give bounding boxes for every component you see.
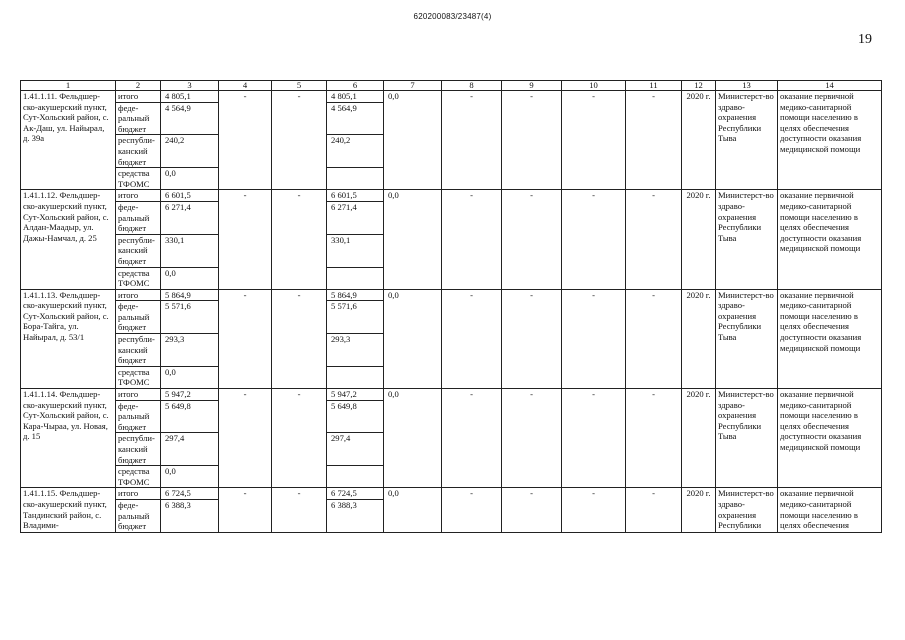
- amount-c6-cell: 5 864,9: [327, 289, 384, 301]
- amount-c6-cell: 6 271,4: [327, 201, 384, 234]
- amount-total-cell: 6 601,5: [161, 190, 219, 202]
- facility-name-cell: 1.41.1.11. Фельдшер-ско-акушерский пункт, Сут-Хольский район, с. Ак-Даш, ул. Найырал, д. 39а: [21, 91, 116, 190]
- amount-c11-cell: -: [626, 91, 682, 190]
- amount-c6-cell: 5 571,6: [327, 301, 384, 334]
- amount-c9-cell: -: [502, 289, 562, 388]
- responsible-org-cell: Министерст-во здраво-охранения Республики Тыва: [716, 190, 778, 289]
- responsible-org-cell: Министерст-во здраво-охранения Республики Тыва: [716, 91, 778, 190]
- header-cell: 14: [778, 81, 882, 91]
- amount-total-cell: 330,1: [161, 234, 219, 267]
- funding-source-cell: средства ТФОМС: [116, 466, 161, 488]
- document-id: 620200083/23487(4): [413, 12, 492, 21]
- amount-total-cell: 0,0: [161, 168, 219, 190]
- amount-c4-cell: -: [219, 289, 272, 388]
- amount-c7-cell: 0,0: [384, 91, 442, 190]
- amount-c6-cell: 6 601,5: [327, 190, 384, 202]
- funding-source-cell: феде-ральный бюджет: [116, 201, 161, 234]
- year-cell: 2020 г.: [682, 389, 716, 488]
- amount-c5-cell: -: [272, 91, 327, 190]
- amount-total-cell: 4 564,9: [161, 102, 219, 135]
- amount-c4-cell: -: [219, 488, 272, 532]
- purpose-cell: оказание первичной медико-санитарной помощи населению в целях обеспечения доступности оказания медицинской помощи: [778, 289, 882, 388]
- header-cell: 1: [21, 81, 116, 91]
- amount-c5-cell: -: [272, 190, 327, 289]
- amount-total-cell: 0,0: [161, 267, 219, 289]
- amount-total-cell: 6 388,3: [161, 499, 219, 532]
- amount-c8-cell: -: [442, 190, 502, 289]
- amount-c11-cell: -: [626, 289, 682, 388]
- amount-total-cell: 297,4: [161, 433, 219, 466]
- header-cell: 4: [219, 81, 272, 91]
- header-cell: 9: [502, 81, 562, 91]
- amount-total-cell: 6 724,5: [161, 488, 219, 500]
- amount-total-cell: 0,0: [161, 466, 219, 488]
- amount-c9-cell: -: [502, 488, 562, 532]
- amount-c4-cell: -: [219, 91, 272, 190]
- amount-c4-cell: -: [219, 190, 272, 289]
- facility-name-cell: 1.41.1.13. Фельдшер-ско-акушерский пункт, Сут-Хольский район, с. Бора-Тайга, ул. Найырал, д. 53/1: [21, 289, 116, 388]
- funding-source-cell: средства ТФОМС: [116, 168, 161, 190]
- amount-c9-cell: -: [502, 91, 562, 190]
- amount-c6-cell: 5 649,8: [327, 400, 384, 433]
- funding-source-cell: феде-ральный бюджет: [116, 499, 161, 532]
- amount-c11-cell: -: [626, 190, 682, 289]
- table-row: [21, 488, 882, 500]
- amount-c7-cell: 0,0: [384, 389, 442, 488]
- amount-c6-cell: 4 564,9: [327, 102, 384, 135]
- facility-name-cell: 1.41.1.12. Фельдшер-ско-акушерский пункт, Сут-Хольский район, с. Алдан-Маадыр, ул. Дажы-Намчал, д. 25: [21, 190, 116, 289]
- amount-c7-cell: 0,0: [384, 488, 442, 532]
- year-cell: 2020 г.: [682, 289, 716, 388]
- funding-source-cell: итого: [116, 488, 161, 500]
- purpose-cell: оказание первичной медико-санитарной помощи населению в целях обеспечения: [778, 488, 882, 532]
- funding-source-cell: республи-канский бюджет: [116, 433, 161, 466]
- amount-c10-cell: -: [562, 289, 626, 388]
- table-row: [21, 289, 882, 301]
- amount-c6-cell: 240,2: [327, 135, 384, 168]
- amount-c10-cell: -: [562, 190, 626, 289]
- amount-c7-cell: 0,0: [384, 289, 442, 388]
- amount-c6-cell: [327, 466, 384, 488]
- amount-total-cell: 0,0: [161, 366, 219, 388]
- funding-source-cell: феде-ральный бюджет: [116, 400, 161, 433]
- funding-source-cell: итого: [116, 190, 161, 202]
- table-row: [21, 91, 882, 103]
- amount-c5-cell: -: [272, 289, 327, 388]
- amount-c7-cell: 0,0: [384, 190, 442, 289]
- purpose-cell: оказание первичной медико-санитарной помощи населению в целях обеспечения доступности оказания медицинской помощи: [778, 91, 882, 190]
- table-row: [21, 389, 882, 401]
- amount-c8-cell: -: [442, 91, 502, 190]
- purpose-cell: оказание первичной медико-санитарной помощи населению в целях обеспечения доступности оказания медицинской помощи: [778, 190, 882, 289]
- header-cell: 8: [442, 81, 502, 91]
- amount-total-cell: 240,2: [161, 135, 219, 168]
- facility-name-cell: 1.41.1.14. Фельдшер-ско-акушерский пункт, Сут-Хольский район, с. Кара-Чыраа, ул. Новая, д. 15: [21, 389, 116, 488]
- amount-c8-cell: -: [442, 488, 502, 532]
- header-cell: 10: [562, 81, 626, 91]
- amount-c11-cell: -: [626, 389, 682, 488]
- amount-c6-cell: 6 724,5: [327, 488, 384, 500]
- amount-c10-cell: -: [562, 389, 626, 488]
- header-cell: 6: [327, 81, 384, 91]
- amount-c6-cell: [327, 168, 384, 190]
- amount-c9-cell: -: [502, 190, 562, 289]
- amount-c8-cell: -: [442, 389, 502, 488]
- amount-total-cell: 6 271,4: [161, 201, 219, 234]
- amount-c11-cell: -: [626, 488, 682, 532]
- purpose-cell: оказание первичной медико-санитарной помощи населению в целях обеспечения доступности оказания медицинской помощи: [778, 389, 882, 488]
- header-cell: 11: [626, 81, 682, 91]
- amount-c6-cell: 330,1: [327, 234, 384, 267]
- amount-total-cell: 5 947,2: [161, 389, 219, 401]
- header-cell: 13: [716, 81, 778, 91]
- amount-c5-cell: -: [272, 488, 327, 532]
- amount-total-cell: 293,3: [161, 334, 219, 367]
- funding-source-cell: феде-ральный бюджет: [116, 102, 161, 135]
- year-cell: 2020 г.: [682, 91, 716, 190]
- amount-c6-cell: 293,3: [327, 334, 384, 367]
- header-cell: 3: [161, 81, 219, 91]
- amount-c5-cell: -: [272, 389, 327, 488]
- amount-total-cell: 5 649,8: [161, 400, 219, 433]
- funding-source-cell: итого: [116, 289, 161, 301]
- header-cell: 5: [272, 81, 327, 91]
- header-cell: 2: [116, 81, 161, 91]
- funding-source-cell: средства ТФОМС: [116, 366, 161, 388]
- amount-c10-cell: -: [562, 91, 626, 190]
- funding-source-cell: республи-канский бюджет: [116, 135, 161, 168]
- amount-c6-cell: 4 805,1: [327, 91, 384, 103]
- header-cell: 12: [682, 81, 716, 91]
- funding-source-cell: средства ТФОМС: [116, 267, 161, 289]
- amount-c4-cell: -: [219, 389, 272, 488]
- amount-c6-cell: 6 388,3: [327, 499, 384, 532]
- amount-c10-cell: -: [562, 488, 626, 532]
- facility-name-cell: 1.41.1.15. Фельдшер-ско-акушерский пункт, Тандинский район, с. Владими-: [21, 488, 116, 532]
- responsible-org-cell: Министерст-во здраво-охранения Республики: [716, 488, 778, 532]
- amount-total-cell: 4 805,1: [161, 91, 219, 103]
- funding-source-cell: итого: [116, 389, 161, 401]
- header-cell: 7: [384, 81, 442, 91]
- funding-source-cell: итого: [116, 91, 161, 103]
- amount-c8-cell: -: [442, 289, 502, 388]
- responsible-org-cell: Министерст-во здраво-охранения Республики Тыва: [716, 389, 778, 488]
- amount-total-cell: 5 864,9: [161, 289, 219, 301]
- table-header-row: [21, 81, 882, 91]
- amount-c9-cell: -: [502, 389, 562, 488]
- responsible-org-cell: Министерст-во здраво-охранения Республики Тыва: [716, 289, 778, 388]
- table-row: [21, 190, 882, 202]
- amount-c6-cell: 297,4: [327, 433, 384, 466]
- year-cell: 2020 г.: [682, 190, 716, 289]
- funding-source-cell: феде-ральный бюджет: [116, 301, 161, 334]
- amount-c6-cell: 5 947,2: [327, 389, 384, 401]
- amount-c6-cell: [327, 366, 384, 388]
- funding-source-cell: республи-канский бюджет: [116, 234, 161, 267]
- page-number: 19: [858, 32, 872, 47]
- year-cell: 2020 г.: [682, 488, 716, 532]
- funding-source-cell: республи-канский бюджет: [116, 334, 161, 367]
- amount-total-cell: 5 571,6: [161, 301, 219, 334]
- program-table: [20, 80, 882, 533]
- amount-c6-cell: [327, 267, 384, 289]
